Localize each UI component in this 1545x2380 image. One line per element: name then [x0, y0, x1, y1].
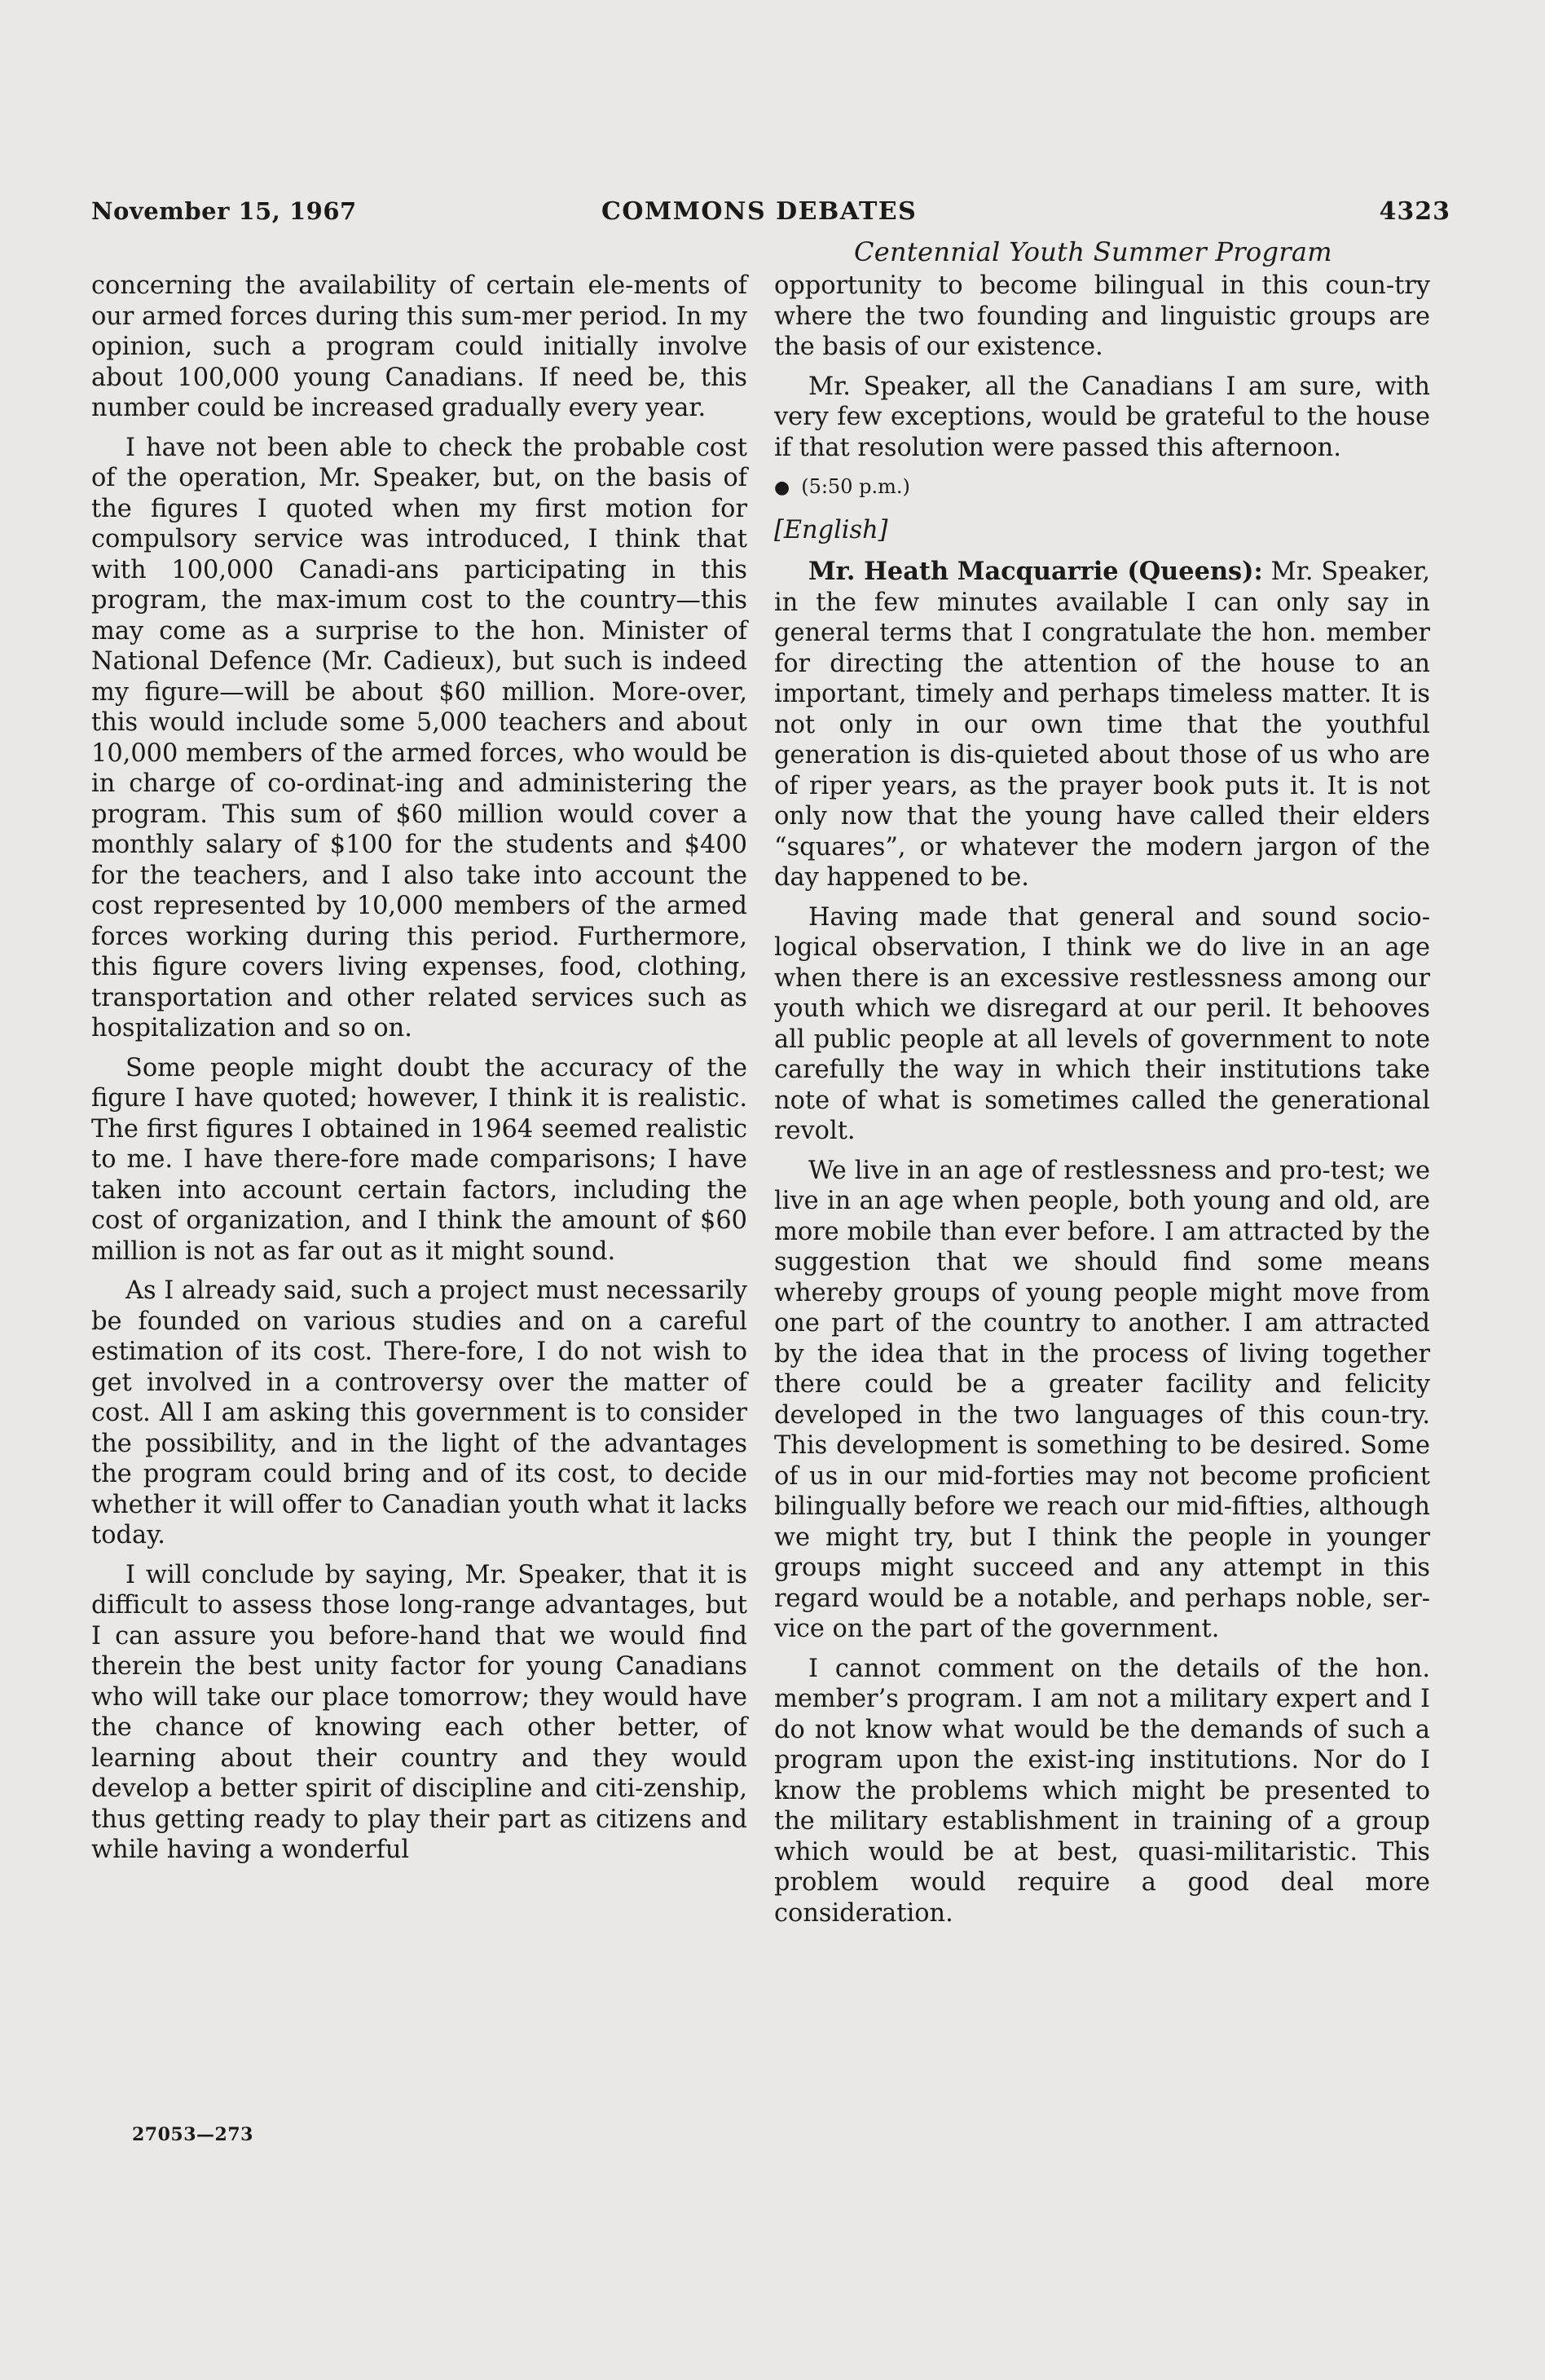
speaker-paragraph — [774, 557, 1430, 893]
paragraph: As I already said, such a project must necessarily be founded on various studies and on a careful estimation of its cost. There-fore, I do not wish to get involved in a controversy over the matter of cost. All I am asking this government is to consider the possibility, and in the light of the advantages the program could bring and of its cost, to decide whether it will offer to Canadian youth what it lacks today. — [91, 1276, 747, 1549]
paragraph: I have not been able to check the probable cost of the operation, Mr. Speaker, but, on the basis of the figures I quoted when my first motion for compulsory service was introduced, I think that with 100,000 Canadi-ans participating in this program, the max-imum cost to the country—this may come as a surprise to the hon. Minister of National Defence (Mr. Cadieux), but such is indeed my figure—will be about $60 million. More-over, this would include some 5,000 teachers and about 10,000 members of the armed forces, who would be in charge of co-ordinat-ing and administering the program. This sum of $60 million would cover a monthly salary of $100 for the students and $400 for the teachers, and I also take into account the cost represented by 10,000 members of the armed forces working during this period. Furthermore, this figure covers living expenses, food, clothing, transportation and other related services such as hospitalization and so on. — [91, 433, 747, 1042]
running-head: Centennial Youth Summer Program — [854, 236, 1332, 267]
paragraph: concerning the availability of certain ele-ments of our armed forces during this sum-mer period. In my opinion, such a program could initially involve about 100,000 young Canadians. If need be, this number could be increased gradually every year. — [91, 271, 747, 422]
bullet-icon: ● — [774, 478, 790, 498]
header-title: COMMONS DEBATES — [601, 197, 918, 226]
footer-code: 27053—273 — [132, 2124, 253, 2145]
time-marker-text: (5:50 p.m.) — [801, 475, 910, 498]
header-page-number: 4323 — [1379, 197, 1450, 226]
paragraph: Mr. Speaker, all the Canadians I am sure, with very few exceptions, would be grateful to the house if that resolution were passed this afternoon. — [774, 372, 1430, 462]
time-marker — [774, 472, 1430, 504]
paragraph: Some people might doubt the accuracy of the figure I have quoted; however, I think it is realistic. The first figures I obtained in 1964 seemed realistic to me. I have there-fore made comparisons; I have taken into account certain factors, including the cost of organization, and I think the amount of $60 million is not as far out as it might sound. — [91, 1053, 747, 1266]
page-header — [91, 197, 1450, 230]
paragraph: I cannot comment on the details of the hon. member’s program. I am not a military expert and I do not know what would be the demands of such a program upon the exist-ing institutions. Nor do I know the problems which might be presented to the military establishment in training of a group which would be at best, quasi-militaristic. This problem would require a good deal more consideration. — [774, 1654, 1430, 1928]
right-column — [774, 271, 1430, 1937]
paragraph: opportunity to become bilingual in this coun-try where the two founding and linguistic groups are the basis of our existence. — [774, 271, 1430, 361]
speaker-name: Mr. Heath Macquarrie (Queens): — [808, 557, 1263, 586]
paragraph: I will conclude by saying, Mr. Speaker, that it is difficult to assess those long-range advantages, but I can assure you before-hand that we would find therein the best unity factor for young Canadians who will take our place tomorrow; they would have the chance of knowing each other better, of learning about their country and they would develop a better spirit of discipline and citi-zenship, thus getting ready to play their part as citizens and while having a wonderful — [91, 1560, 747, 1864]
header-date: November 15, 1967 — [91, 197, 357, 225]
paragraph: Having made that general and sound socio-logical observation, I think we do live in an age when there is an excessive restlessness among our youth which we disregard at our peril. It behooves all public people at all levels of government to note carefully the way in which their institutions take note of what is sometimes called the generational revolt. — [774, 902, 1430, 1145]
paragraph: We live in an age of restlessness and pro-test; we live in an age when people, both young and old, are more mobile than ever before. I am attracted by the suggestion that we should find some means whereby groups of young people might move from one part of the country to another. I am attracted by the idea that in the process of living together there could be a greater facility and felicity developed in the two languages of this coun-try. This development is something to be desired. Some of us in our mid-forties may not become proficient bilingually before we reach our mid-fifties, although we might try, but I think the people in younger groups might succeed and any attempt in this regard would be a notable, and perhaps noble, ser-vice on the part of the government. — [774, 1156, 1430, 1643]
left-column — [91, 271, 747, 1875]
language-marker: [English] — [774, 515, 888, 544]
speaker-text: Mr. Speaker, in the few minutes available I can only say in general terms that I congratulate the hon. member for directing the attention of the house to an important, timely and perhaps timeless matter. It is not only in our own time that the youthful generation is dis-quieted about those of us who are of riper years, as the prayer book puts it. It is not only now that the young have called their elders “squares”, or whatever the modern jargon of the day happened to be. — [774, 558, 1430, 892]
